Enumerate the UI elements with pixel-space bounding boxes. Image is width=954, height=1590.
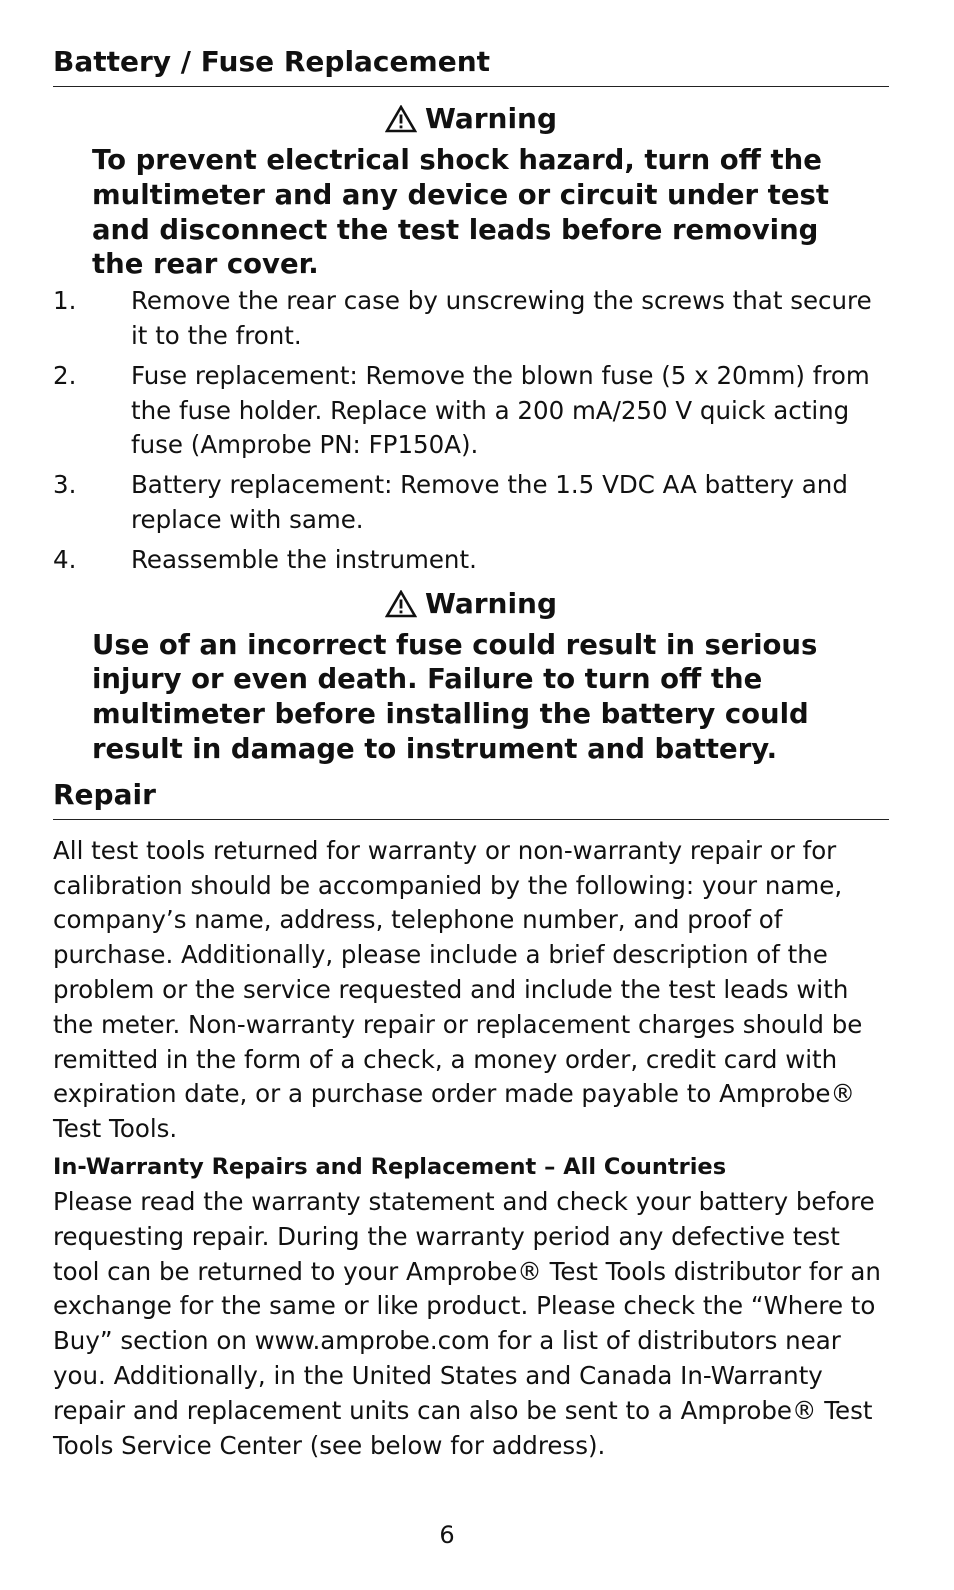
warning-triangle-icon [385, 105, 417, 133]
step-text: Remove the rear case by unscrewing the screws that secure it to the front. [131, 286, 872, 350]
list-item [53, 284, 889, 354]
section-heading-battery-fuse: Battery / Fuse Replacement [53, 44, 889, 87]
step-text: Battery replacement: Remove the 1.5 VDC AA battery and replace with same. [131, 470, 848, 534]
step-text: Fuse replacement: Remove the blown fuse (5 x 20mm) from the fuse holder. Replace with a 200 mA/250 V quick acting fuse (Amprobe PN: FP150A). [131, 360, 870, 460]
list-item [53, 359, 889, 463]
warning-title-1 [53, 101, 889, 137]
replacement-steps-list [53, 284, 889, 577]
page-number: 6 [439, 1521, 455, 1549]
step-number: 2. [53, 360, 77, 390]
warning-title-text: Warning [424, 102, 558, 135]
section-heading-repair: Repair [53, 777, 889, 820]
list-item [53, 468, 889, 538]
in-warranty-subheading: In-Warranty Repairs and Replacement – All Countries [53, 1153, 727, 1180]
step-number: 3. [53, 470, 77, 500]
warning-text-2: Use of an incorrect fuse could result in serious injury or even death. Failure to turn off the multimeter before installing the battery could result in damage to instrument and battery. [92, 628, 818, 765]
step-number: 1. [53, 286, 77, 316]
in-warranty-paragraph: Please read the warranty statement and check your battery before requesting repair. During the warranty period any defective test tool can be returned to your Amprobe® Test Tools distributor for an exchange for the same or like product. Please check the “Where to Buy” section on www.amprobe.com for a list of distributors near you. Additionally, in the United States and Canada In-Warranty repair and replacement units can also be sent to a Amprobe® Test Tools Service Center (see below for address). [53, 1186, 881, 1460]
warning-triangle-icon [385, 590, 417, 618]
step-text: Reassemble the instrument. [131, 544, 477, 574]
warning-text-1: To prevent electrical shock hazard, turn off the multimeter and any device or circuit under test and disconnect the test leads before removing the rear cover. [92, 144, 829, 281]
repair-paragraph: All test tools returned for warranty or non-warranty repair or for calibration should be accompanied by the following: your name, company’s name, address, telephone number, and proof of purchase. Additionally, please include a brief description of the problem or the service requested and include the test leads with the meter. Non-warranty repair or replacement charges should be remitted in the form of a check, a money order, credit card with expiration date, or a purchase order made payable to Amprobe® Test Tools. [53, 835, 863, 1144]
document-page [53, 44, 889, 1463]
step-number: 4. [53, 544, 77, 574]
warning-title-2 [53, 586, 889, 622]
warning-title-text: Warning [424, 586, 558, 620]
list-item [53, 543, 889, 578]
